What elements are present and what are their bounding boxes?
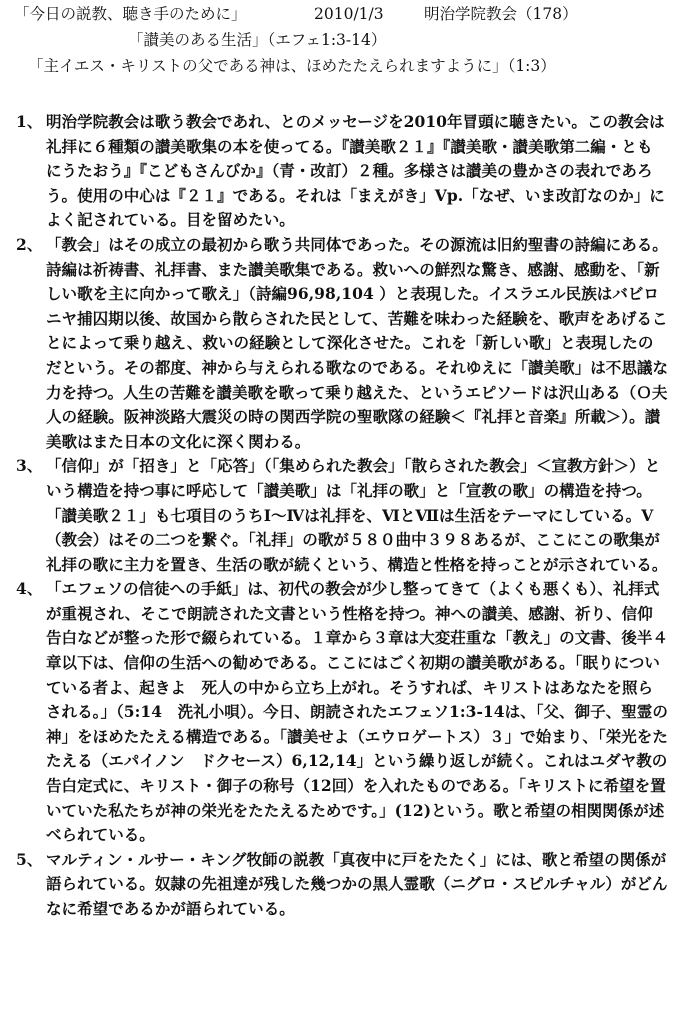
paragraph-number: 3、 bbox=[16, 456, 43, 476]
paragraph-5 bbox=[16, 848, 668, 922]
paragraph-4 bbox=[16, 577, 668, 848]
paragraph-1 bbox=[16, 110, 668, 233]
paragraph-3 bbox=[16, 454, 668, 577]
scripture-quote: 「主イエス・キリストの父である神は、ほめたたえられますように」（1:3） bbox=[28, 57, 556, 75]
sermon-title: 「讃美のある生活」（エフェ1:3-14） bbox=[128, 31, 387, 49]
paragraph-text: 「信仰」が「招き」と「応答」（「集められた教会」「散らされた教会」＜宣教方針＞）という構造を持つ事に呼応して「讃美歌」は「礼拝の歌」と「宣教の歌」の構造を持つ。「讃美歌２１」も七項目のうちⅠ～Ⅳは礼拝を、ⅥとⅦは生活をテーマにしている。Ⅴ（教会）はその二つを繋ぐ。「礼拝」の歌が５８０曲中３９８あるが、ここにこの歌集が礼拝の歌に主力を置き、生活の歌が続くという、構造と性格を持っことが示されている。 bbox=[46, 456, 668, 574]
paragraph-text: 明治学院教会は歌う教会であれ、とのメッセージを2010年冒頭に聴きたい。この教会は礼拝に６種類の讃美歌集の本を使ってる。『讃美歌２１』『讃美歌・讃美歌第二編・ともにうたおう』『こどもさんびか』（青・改訂）２種。多様さは讃美の豊かさの表れであろう。使用の中心は『２１』である。それは「まえがき」Vp.「なぜ、いま改訂なのか」によく記されている。目を留めたい。 bbox=[46, 112, 665, 230]
paragraph-text: 「エフェソの信徒への手紙」は、初代の教会が少し整ってきて（よくも悪くも）、礼拝式が重視され、そこで朗読された文書という性格を持つ。神への讃美、感謝、祈り、信仰告白などが整った形で綴られている。１章から３章は大変荘重な「教え」の文書、後半４章以下は、信仰の生活への勧めである。ここにはごく初期の讃美歌がある。「眠りについている者よ、起きよ 死人の中から立ち上がれ。そうすれば、キリストはあなたを照らされる。」（5:14 洗礼小唄）。今日、朗読されたエフェソ1:3-14は、「父、御子、聖霊の神」をほめたたえる構造である。「讃美せよ（エウロゲートス）３」で始まり、「栄光をたたえる（エパイノン ドクセース）6,12,14」という繰り返しが続く。これはユダヤ教の告白定式に、キリスト・御子の称号（12回）を入れたものである。「キリストに希望を置いていた私たちが神の栄光をたたえるためです。」(12)という。歌と希望の相関関係が述べられている。 bbox=[46, 579, 669, 845]
sermon-date: 2010/1/3 bbox=[314, 5, 384, 23]
paragraph-text: 「教会」はその成立の最初から歌う共同体であった。その源流は旧約聖書の詩編にある。詩編は祈祷書、礼拝書、また讃美歌集である。救いへの鮮烈な驚き、感謝、感動を、「新しい歌を主に向かって歌え」（詩編96,98,104 ）と表現した。イスラエル民族はバビロニヤ捕囚期以後、故国から散らされた民として、苦難を味わった経験を、歌声をあげることによって乗り越え、救いの経験として深化させた。これを「新しい歌」と表現したのだという。その都度、神から与えられる歌なのである。それゆえに「讃美歌」は不思議な力を持つ。人生の苦難を讃美歌を歌って乗り越えた、というエピソードは沢山ある（Ｏ夫人の経験。阪神淡路大震災の時の関西学院の聖歌隊の経験＜『礼拝と音楽』所載＞）。讃美歌はまた日本の文化に深く関わる。 bbox=[46, 234, 669, 451]
paragraph-number: 2、 bbox=[16, 234, 43, 254]
sermon-body bbox=[16, 110, 668, 922]
paragraph-text: マルティン・ルサー・キング牧師の説教「真夜中に戸をたたく」には、歌と希望の関係が語られている。奴隷の先祖達が残した幾つかの黒人霊歌（ニグロ・スピルチャル）がどんなに希望であるかが語られている。 bbox=[46, 849, 668, 918]
paragraph-number: 1、 bbox=[16, 112, 43, 131]
paragraph-number: 4、 bbox=[16, 579, 43, 599]
series-title: 「今日の説教、聴き手のために」 bbox=[14, 5, 247, 23]
paragraph-number: 5、 bbox=[16, 849, 43, 869]
church-name: 明治学院教会（178） bbox=[424, 5, 578, 23]
paragraph-2 bbox=[16, 233, 668, 454]
